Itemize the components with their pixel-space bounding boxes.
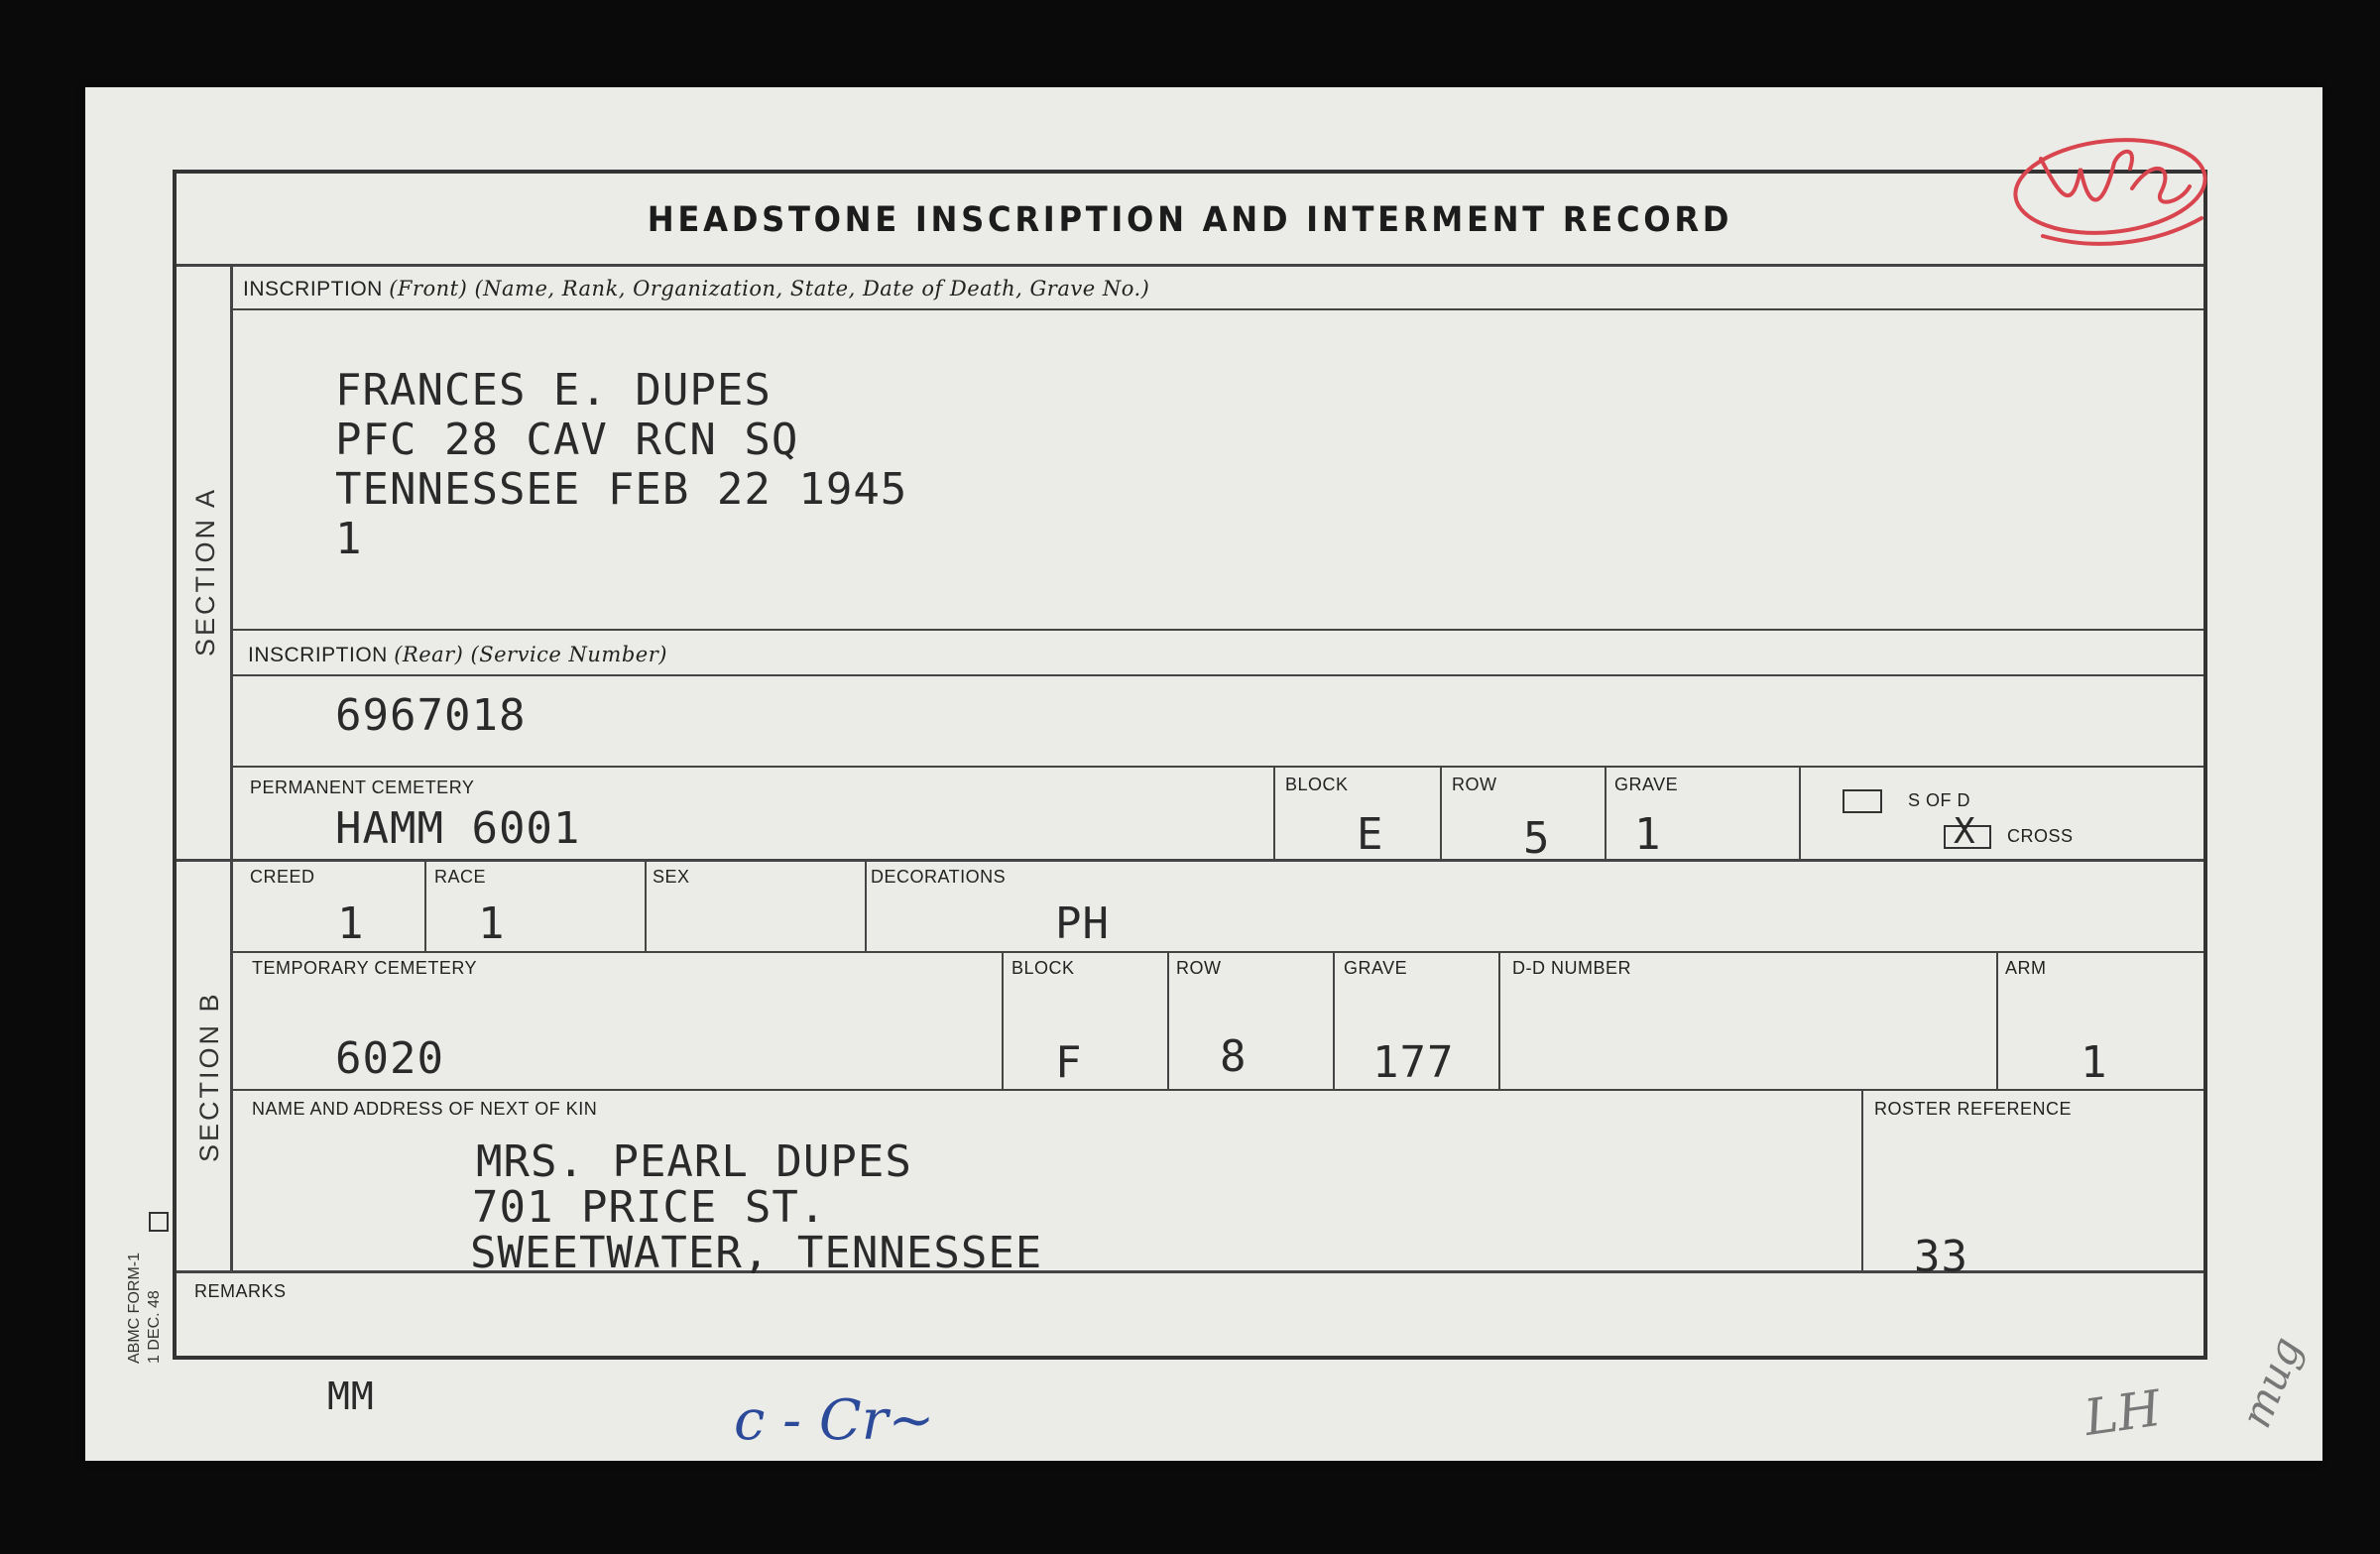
rule-perm-row bbox=[1440, 766, 1442, 859]
form-checkbox bbox=[149, 1212, 169, 1232]
front-line-rank-unit: PFC 28 CAV RCN SQ bbox=[335, 415, 799, 465]
permanent-cemetery-value: HAMM 6001 bbox=[335, 803, 581, 854]
roster-reference-value: 33 bbox=[1914, 1232, 1968, 1282]
label-temporary-cemetery: TEMPORARY CEMETERY bbox=[252, 958, 478, 978]
rule-dd bbox=[1498, 951, 1500, 1089]
temporary-cemetery-value: 6020 bbox=[335, 1033, 444, 1084]
label-temp-block: BLOCK bbox=[1012, 958, 1075, 978]
red-pencil-mark bbox=[2003, 129, 2223, 268]
label-s-of-d: S OF D bbox=[1908, 790, 1971, 810]
rule-perm-grave bbox=[1605, 766, 1606, 859]
perm-grave-value: 1 bbox=[1634, 809, 1662, 860]
rule-perm-marker bbox=[1799, 766, 1801, 859]
annotation-initials: LH bbox=[2081, 1378, 2165, 1448]
label-cross: CROSS bbox=[2007, 826, 2074, 846]
section-a-label: SECTION A bbox=[190, 486, 220, 657]
cross-check-mark: X bbox=[1954, 811, 1976, 852]
red-mark-text: WCC bbox=[2003, 129, 2005, 130]
rule-temp-row bbox=[232, 1089, 2203, 1091]
label-remarks: REMARKS bbox=[194, 1281, 287, 1301]
label-perm-row: ROW bbox=[1452, 775, 1497, 794]
label-creed: CREED bbox=[250, 867, 315, 887]
rule-race bbox=[645, 859, 647, 951]
kin-line-name: MRS. PEARL DUPES bbox=[476, 1136, 912, 1187]
label-inscription-front: INSCRIPTION (Front) (Name, Rank, Organization, State, Date of Death, Grave No.) bbox=[243, 277, 1150, 300]
front-line-grave: 1 bbox=[335, 514, 363, 564]
kin-line-street: 701 PRICE ST. bbox=[472, 1182, 827, 1233]
annotation-mm: MM bbox=[327, 1375, 375, 1418]
rule-perm-block bbox=[1273, 766, 1275, 859]
label-perm-grave: GRAVE bbox=[1614, 775, 1679, 794]
front-line-state-date: TENNESSEE FEB 22 1945 bbox=[335, 464, 908, 515]
label-perm-block: BLOCK bbox=[1285, 775, 1349, 794]
form-title: HEADSTONE INSCRIPTION AND INTERMENT RECORD bbox=[647, 200, 1733, 240]
label-inscription-rear: INSCRIPTION (Rear) (Service Number) bbox=[248, 643, 667, 666]
front-line-name: FRANCES E. DUPES bbox=[335, 365, 772, 416]
annotation-margin-note: mug bbox=[2231, 1330, 2312, 1435]
rule-front-label bbox=[232, 308, 2203, 310]
rule-creed-row bbox=[232, 951, 2203, 953]
decorations-value: PH bbox=[1055, 898, 1110, 949]
form-number: ABMC FORM-1 1 DEC. 48 bbox=[126, 1253, 163, 1364]
rule-temp-block bbox=[1002, 951, 1004, 1089]
rule-rear-end bbox=[232, 766, 2203, 768]
label-temp-grave: GRAVE bbox=[1344, 958, 1408, 978]
label-roster-reference: ROSTER REFERENCE bbox=[1874, 1099, 2073, 1119]
rule-temp-row bbox=[1167, 951, 1169, 1089]
s-of-d-checkbox bbox=[1843, 789, 1882, 813]
rule-sex bbox=[865, 859, 867, 951]
rule-rear-label bbox=[232, 674, 2203, 676]
service-number: 6967018 bbox=[335, 690, 527, 741]
rule-roster bbox=[1861, 1089, 1863, 1270]
rule-front-end bbox=[232, 629, 2203, 631]
label-sex: SEX bbox=[653, 867, 690, 887]
rule-title bbox=[177, 264, 2203, 267]
temp-row-value: 8 bbox=[1220, 1031, 1248, 1082]
perm-row-value: 5 bbox=[1523, 813, 1551, 864]
label-race: RACE bbox=[434, 867, 487, 887]
rule-section-column bbox=[230, 264, 233, 1270]
kin-line-city: SWEETWATER, TENNESSEE bbox=[470, 1228, 1043, 1278]
arm-value: 1 bbox=[2081, 1037, 2108, 1088]
label-dd-number: D-D NUMBER bbox=[1512, 958, 1631, 978]
temp-block-value: F bbox=[1055, 1037, 1083, 1088]
rule-section-split bbox=[177, 859, 2203, 862]
temp-grave-value: 177 bbox=[1372, 1037, 1455, 1088]
label-temp-row: ROW bbox=[1176, 958, 1222, 978]
creed-value: 1 bbox=[337, 898, 365, 949]
label-arm: ARM bbox=[2005, 958, 2047, 978]
race-value: 1 bbox=[478, 898, 506, 949]
perm-block-value: E bbox=[1357, 809, 1384, 860]
label-decorations: DECORATIONS bbox=[871, 867, 1007, 887]
section-b-label: SECTION B bbox=[194, 991, 224, 1162]
label-next-of-kin: NAME AND ADDRESS OF NEXT OF KIN bbox=[252, 1099, 598, 1119]
rule-creed bbox=[424, 859, 426, 951]
rule-temp-grave bbox=[1333, 951, 1335, 1089]
label-permanent-cemetery: PERMANENT CEMETERY bbox=[250, 777, 475, 797]
annotation-blue-handwriting: c - Cr~ bbox=[734, 1388, 935, 1453]
rule-arm bbox=[1996, 951, 1998, 1089]
